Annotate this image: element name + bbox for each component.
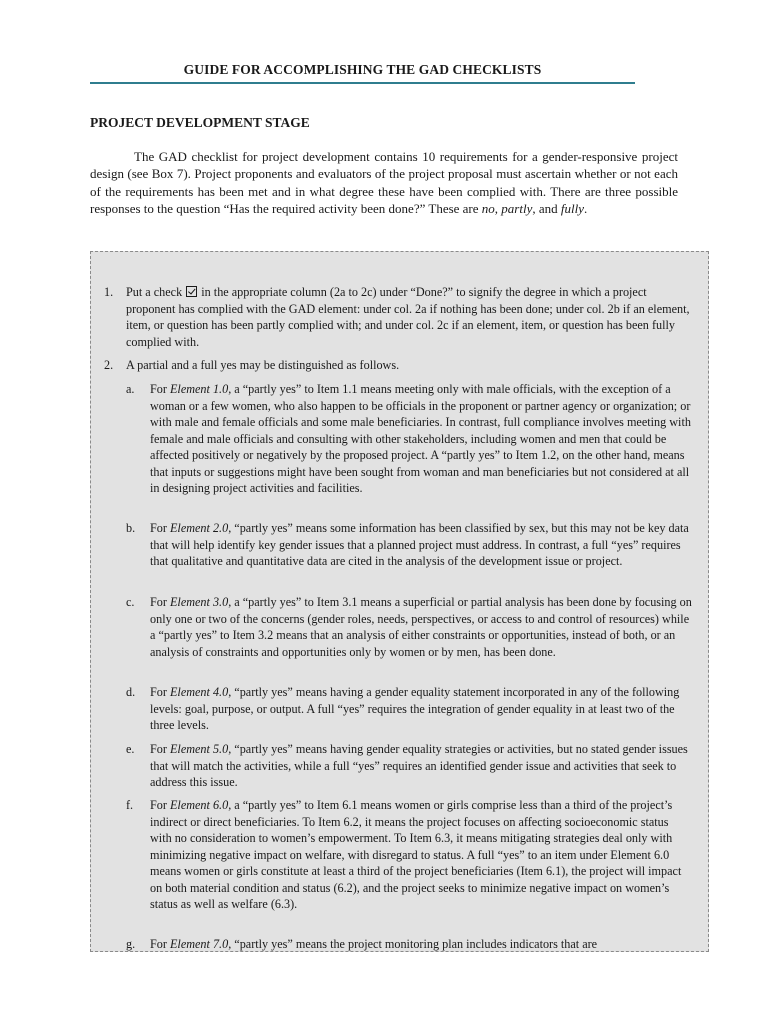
intro-partly: partly bbox=[501, 200, 533, 216]
checkbox-checked-icon bbox=[186, 286, 197, 297]
sub-a-letter: a. bbox=[126, 382, 135, 396]
sub-e-text: For Element 5.0, “partly yes” means having gender equality strategies or activities, but no stated gender issues that will match the activities, while a full “yes” requires an identified gender issue and activities that seek to address this issue. bbox=[150, 742, 688, 789]
item-1-number: 1. bbox=[104, 285, 114, 299]
sub-a-text: For Element 1.0, a “partly yes” to Item 1.1 means meeting only with male officials, with the exception of a woman or a few women, who also happen to be officials in the proponent or partner agency or organization; or with male and female officials and some male beneficiaries. In contrast, full compliance involves meeting with female and male officials and consulting with other stakeholders, including women and men that could be affected positively or negatively by the proposed project. A “partly yes” to Item 1.2, on the other hand, means that inputs or suggestions might have been sought from woman and man beneficiaries but not considered at all in designing project activities and facilities. bbox=[150, 382, 691, 495]
sub-c-text: For Element 3.0, a “partly yes” to Item 3.1 means a superficial or partial analysis has been done by focusing on only one or two of the concerns (gender roles, needs, perspectives, or access to and control of resources) while a “partly yes” to Item 3.2 means that an analysis of either constraints or opportunities, instead of both, or an analysis of constraints and opportunities only by women or by men, has been done. bbox=[150, 595, 692, 659]
intro-fully: fully bbox=[560, 200, 584, 216]
sub-g-text: For Element 7.0, “partly yes” means the project monitoring plan includes indicators that are bbox=[150, 937, 598, 951]
intro-text: The GAD checklist for project development contains 10 requirements for a gender-responsive project design (see Box 7). Project proponents and evaluators of the project proposal must ascertain whether or not each of the requirements has been met and in what degree these have been complied with. There are three possible responses to the question “Has the required activity been done?” These are bbox=[90, 149, 678, 216]
title-underline bbox=[90, 82, 635, 84]
sub-e-letter: e. bbox=[126, 742, 135, 756]
sub-f-text: For Element 6.0, a “partly yes” to Item 6.1 means women or girls comprise less than a third of the project’s indirect or direct beneficiaries. To Item 6.2, it means the project focuses on affecting socioeconomic status with no consideration to women’s empowerment. To Item 6.3, it means mitigating strategies deal only with minimizing negative impact on welfare, with disregard to status. A full “yes” to an item under Element 6.0 means women or girls constitute at least a third of the project beneficiaries (Item 6.1), the project will impact on both material condition and status (6.2), and the project seeks to minimize negative impact on women’s status as well as welfare (6.3). bbox=[150, 798, 682, 911]
sub-b-text: For Element 2.0, “partly yes” means some information has been classified by sex, but this may not be key data that will help identify key gender issues that a planned project must address. In contrast, a full “yes” requires that qualitative and quantitative data are cited in the analysis of the development issue or project. bbox=[150, 521, 689, 568]
sub-c-letter: c. bbox=[126, 595, 135, 609]
item-2-text: A partial and a full yes may be distinguished as follows. bbox=[126, 358, 400, 372]
sub-d-text: For Element 4.0, “partly yes” means having a gender equality statement incorporated in any of the following levels: goal, purpose, or output. A full “yes” requires the integration of gender equality in at least two of the three levels. bbox=[150, 685, 680, 732]
sub-b-letter: b. bbox=[126, 521, 136, 535]
intro-paragraph: The GAD checklist for project development contains 10 requirements for a gender-responsive project design (see Box 7). Project proponents and evaluators of the project proposal must ascertain whether or not each of the requirements has been met and in what degree these have been complied with. There are three possible responses to the question “Has the required activity been done?” These are no, partly, and fully. bbox=[90, 149, 678, 216]
item-1-text: Put a check in the appropriate column (2a to 2c) under “Done?” to signify the degree in which a project proponent has complied with the GAD element: under col. 2a if nothing has been done; under col. 2b if an element, item, or question has been partly complied with; and under col. 2c if an element, item, or question has been fully complied with. bbox=[126, 285, 690, 349]
sub-g-letter: g. bbox=[126, 937, 136, 951]
item-2-number: 2. bbox=[104, 358, 114, 372]
document-title: GUIDE FOR ACCOMPLISHING THE GAD CHECKLISTS bbox=[183, 62, 542, 77]
sub-f-letter: f. bbox=[126, 798, 134, 812]
page-bottom-margin bbox=[90, 952, 709, 1024]
intro-no: no bbox=[481, 200, 495, 216]
section-heading: PROJECT DEVELOPMENT STAGE bbox=[90, 115, 310, 130]
sub-d-letter: d. bbox=[126, 685, 136, 699]
